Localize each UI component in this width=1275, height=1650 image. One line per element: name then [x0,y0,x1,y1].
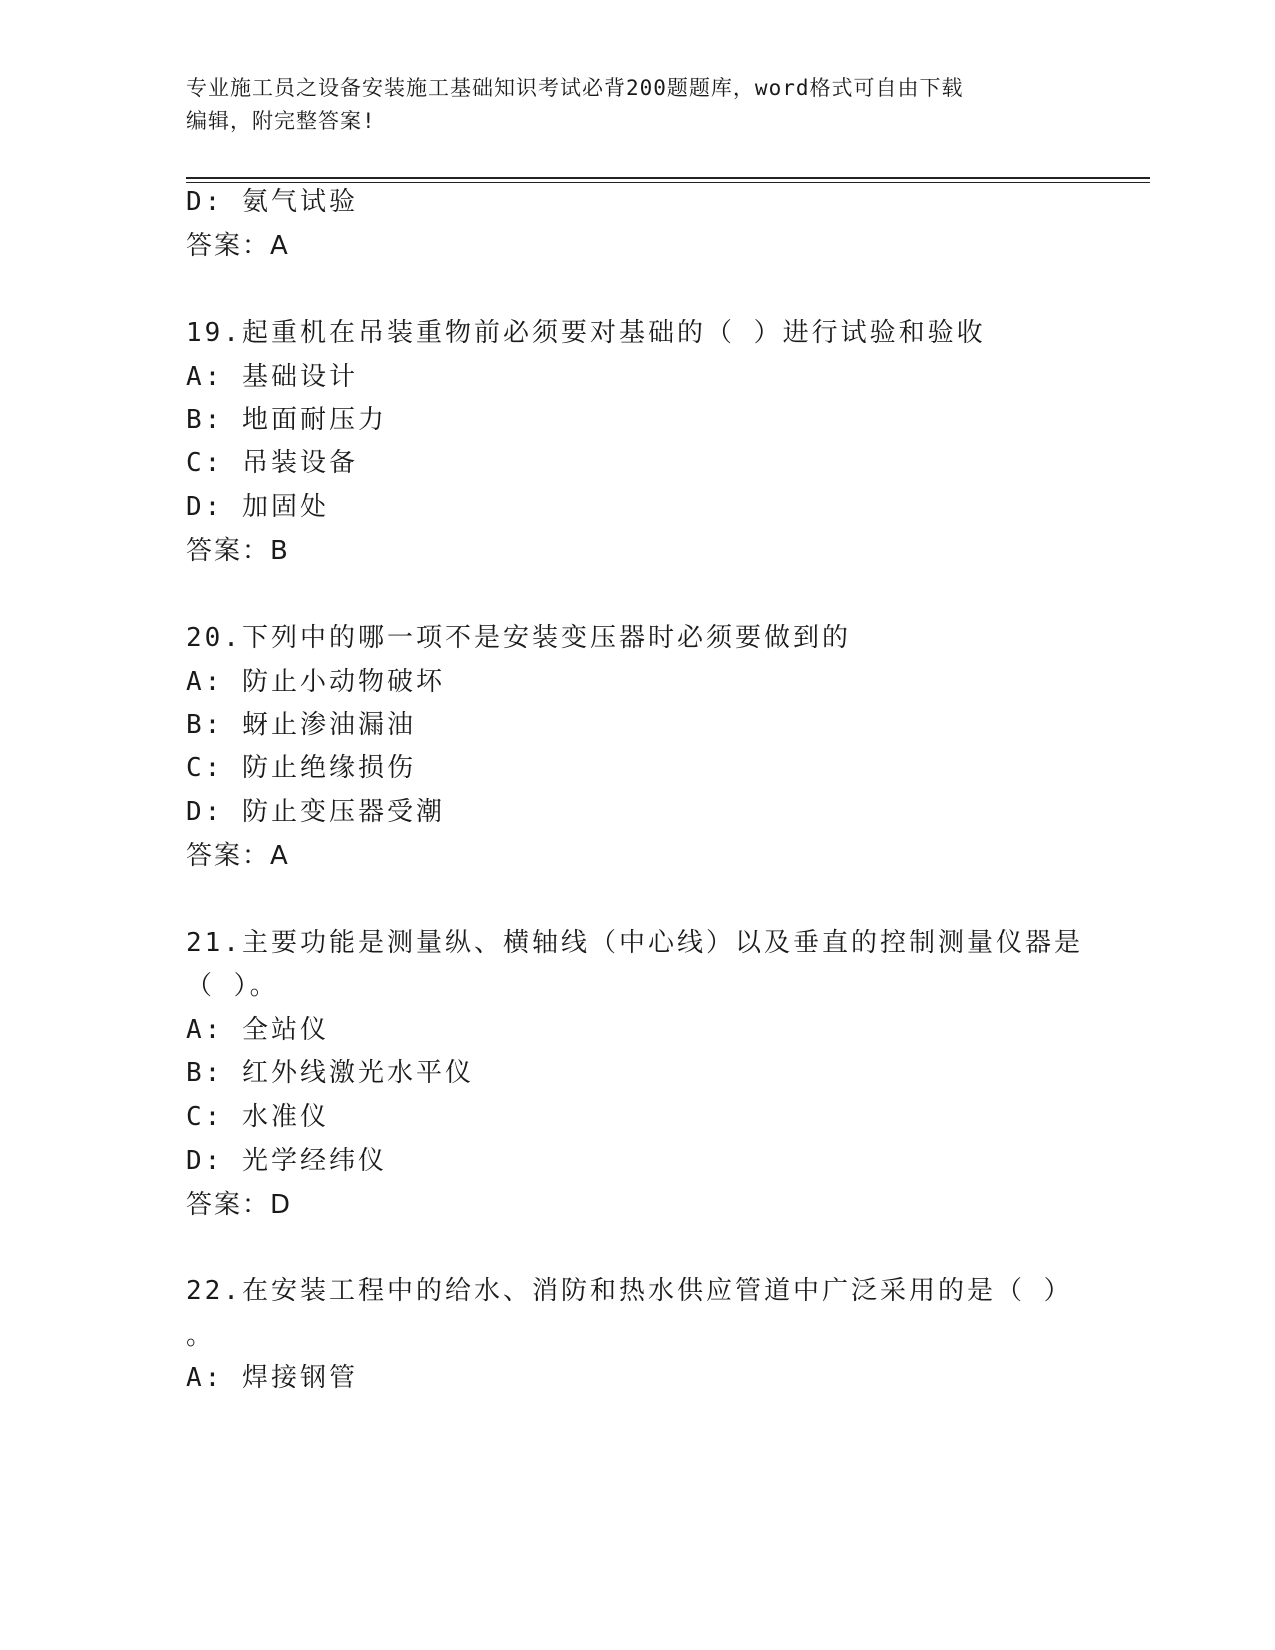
question-21-option-a: A: 全站仪 [186,1015,329,1045]
question-19-option-a: A: 基础设计 [186,362,358,392]
question-19-answer: 答案：B [186,536,290,566]
question-19-option-c: C: 吊装设备 [186,448,358,478]
question-22-stem-cont: 。 [186,1321,216,1351]
page-header [186,72,1066,138]
question-22-stem: 22.在安装工程中的给水、消防和热水供应管道中广泛采用的是（ ） [186,1276,1073,1306]
question-21-stem: 21.主要功能是测量纵、横轴线（中心线）以及垂直的控制测量仪器是 [186,928,1083,958]
question-20-option-b: B: 蚜止渗油漏油 [186,710,416,740]
question-21-stem-cont: （ ）。 [186,971,279,1001]
header-divider-thin [186,182,1150,183]
question-20-option-a: A: 防止小动物破坏 [186,667,445,697]
question-21-answer: 答案：D [186,1190,293,1220]
prev-answer: 答案：A [186,231,290,261]
question-20-stem: 20.下列中的哪一项不是安装变压器时必须要做到的 [186,623,851,653]
question-22-option-a: A: 焊接钢管 [186,1363,358,1393]
question-19-option-d: D: 加固处 [186,492,329,522]
question-21-option-d: D: 光学经纬仪 [186,1146,387,1176]
question-19-stem: 19.起重机在吊装重物前必须要对基础的（ ）进行试验和验收 [186,318,986,348]
prev-option-d: D: 氨气试验 [186,187,358,217]
header-title-line1: 专业施工员之设备安装施工基础知识考试必背200题题库，word格式可自由下载 [186,76,964,100]
question-21-option-b: B: 红外线激光水平仪 [186,1058,474,1088]
question-20-option-d: D: 防止变压器受潮 [186,797,445,827]
header-divider-thick [186,177,1150,179]
header-title-line2: 编辑，附完整答案! [186,109,376,133]
question-20-answer: 答案：A [186,841,290,871]
question-20-option-c: C: 防止绝缘损伤 [186,753,416,783]
question-21-option-c: C: 水准仪 [186,1102,329,1132]
question-19-option-b: B: 地面耐压力 [186,405,387,435]
